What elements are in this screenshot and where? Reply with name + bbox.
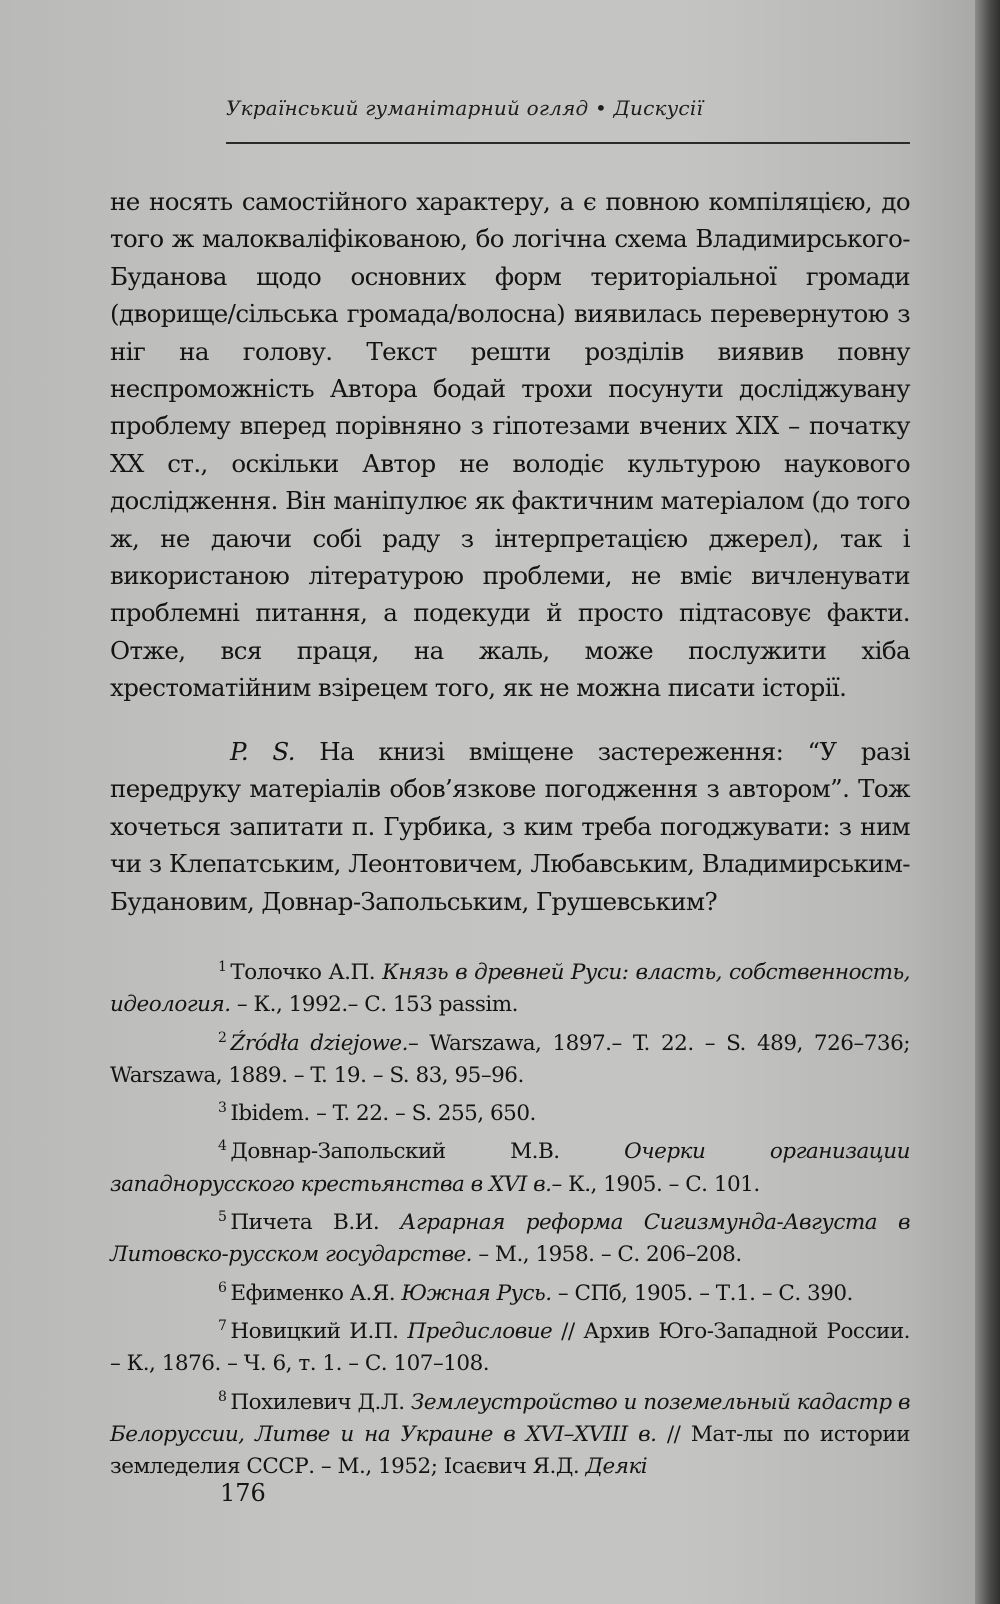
footnote-number: 7 xyxy=(218,1317,227,1334)
footnote-number: 3 xyxy=(218,1100,227,1117)
footnote-details: – К., 1905. – С. 101. xyxy=(551,1171,760,1197)
header-rule xyxy=(226,142,910,144)
footnote-text: Ibidem. – T. 22. – S. 255, 650. xyxy=(230,1101,536,1127)
footnote-details: // Мат-лы по истории земледелия СССР. – М., 1952; Ісаєвич Я.Д. xyxy=(110,1421,910,1480)
footnote-details: – СПб, 1905. – Т.1. – С. 390. xyxy=(551,1280,853,1306)
footnote-title: Князь в древней Руси: власть, собственность, идеология. xyxy=(110,960,910,1018)
footnote-author: Пичета В.И. xyxy=(230,1210,401,1236)
footnote-7 xyxy=(110,1310,910,1381)
footnote-6 xyxy=(110,1272,910,1310)
footnote-details: – Warszawa, 1897.– T. 22. – S. 489, 726–736; Warszawa, 1889. – T. 19. – S. 83, 95–96. xyxy=(110,1030,910,1088)
footnote-4 xyxy=(110,1130,910,1201)
footnote-title: Южная Русь. xyxy=(401,1280,552,1306)
footnote-number: 2 xyxy=(218,1029,227,1046)
footnote-title: Предисловие xyxy=(407,1318,553,1344)
footnote-title-continued: Деякі xyxy=(585,1454,648,1480)
body-paragraph: не носять самостійного характеру, а є повною компіляцією, до того ж малокваліфікованою, бо логічна схема Владимирського-Буданова щодо основних форм територіальної громади (дворище/сільська громада/волосна) виявилась перевернутою з ніг на голову. Текст решти розділів виявив повну неспроможність Автора бодай трохи посунути досліджувану проблему вперед порівняно з гіпотезами вчених XIX – початку XX ст., оскільки Автор не володіє культурою наукового дослідження. Він маніпулює як фактичним матеріалом (до того ж, не даючи собі раду з інтерпретацією джерел), так і використаною літературою проблеми, не вміє вичленувати проблемні питання, а подекуди й просто підтасовує факти. Отже, вся праця, на жаль, може послужити хіба хрестоматійним взірецем того, як не можна писати історії. xyxy=(110,187,910,703)
footnote-details: – К., 1992.– С. 153 passim. xyxy=(230,992,518,1018)
postscript-text: На книзі вміщене застереження: “У разі передруку матеріалів обов’язкове погодження з автором”. Тож хочеться запитати п. Гурбика, з ким треба погоджувати: з ним чи з Клепатським, Леонтовичем, Любавським, Владимирським-Будановим, Довнар-Запольським, Грушевським? xyxy=(110,737,910,916)
footnote-number: 5 xyxy=(218,1209,227,1226)
footnote-author: Новицкий И.П. xyxy=(230,1318,408,1344)
page-number: 176 xyxy=(220,1479,266,1507)
postscript-label: P. S. xyxy=(230,737,295,766)
footnote-author: Похилевич Д.Л. xyxy=(230,1389,411,1415)
footnote-details: – М., 1958. – С. 206–208. xyxy=(472,1242,742,1268)
footnote-number: 1 xyxy=(218,959,227,975)
footnote-number: 4 xyxy=(218,1138,227,1155)
footnote-5 xyxy=(110,1201,910,1272)
footnote-title: Źródła dziejowe. xyxy=(230,1030,408,1056)
footnote-author: Толочко А.П. xyxy=(230,960,383,985)
running-header: Український гуманітарний огляд • Дискусії xyxy=(226,96,704,120)
footnote-1 xyxy=(110,951,910,1022)
footnotes xyxy=(110,951,910,1483)
postscript-paragraph xyxy=(110,733,910,920)
footnote-details: // Архив Юго-Западной России. – К., 1876. – Ч. 6, т. 1. – С. 107–108. xyxy=(110,1318,911,1377)
footnote-title: Землеустройство и поземельный кадастр в Белоруссии, Литве и на Украине в XVI–XVIII в. xyxy=(110,1389,910,1447)
footnote-8 xyxy=(110,1381,910,1484)
footnote-author: Довнар-Запольский М.В. xyxy=(230,1139,625,1165)
footnote-2 xyxy=(110,1022,910,1093)
footnote-3 xyxy=(110,1092,910,1130)
footnote-author: Ефименко А.Я. xyxy=(230,1280,402,1306)
footnote-title: Очерки организации западнорусского крестьянства в XVI в. xyxy=(110,1139,910,1197)
footnote-number: 6 xyxy=(218,1279,227,1296)
book-edge-shadow xyxy=(975,0,1000,1604)
footnote-number: 8 xyxy=(218,1388,227,1405)
footnote-title: Аграрная реформа Сигизмунда-Августа в Литовско-русском государстве. xyxy=(110,1210,910,1268)
